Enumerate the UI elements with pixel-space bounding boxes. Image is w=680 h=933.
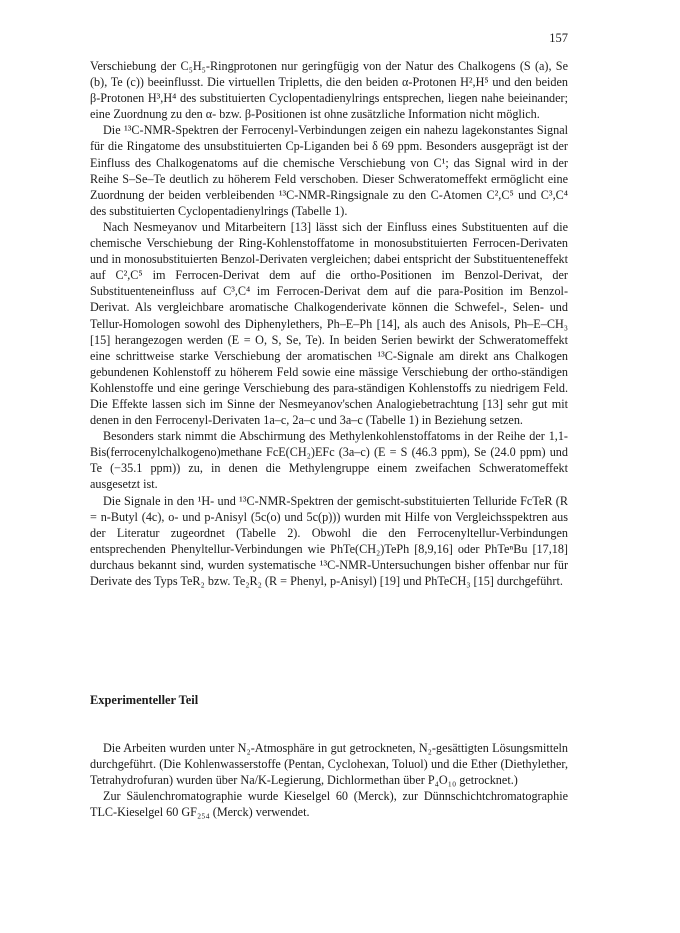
experimental-paragraph-2: Zur Säulenchromatographie wurde Kieselgel 60 (Merck), zur Dünnschichtchromatographie TLC-Kieselgel 60 GF₂₅₄ (Merck) verwendet.	[90, 789, 568, 820]
paragraph-4: Besonders stark nimmt die Abschirmung des Methylenkohlenstoffatoms in der Reihe der 1,1-Bis(ferrocenylchalkogeno)methane FcE(CH₂)EFc (3a–c) (E = S (46.3 ppm), Se (24.0 ppm) und Te (−35.1 ppm)) zu, in denen die Methylengruppe einem zweifachen Schweratomeffekt ausgesetzt ist.	[90, 429, 568, 492]
section-heading: Experimenteller Teil	[90, 693, 199, 707]
experimental-text	[90, 740, 568, 820]
page-number: 157	[549, 31, 568, 45]
experimental-paragraph-1: Die Arbeiten wurden unter N₂-Atmosphäre in gut getrockneten, N₂-gesättigten Lösungsmitteln durchgeführt. (Die Kohlenwasserstoffe (Pentan, Cyclohexan, Toluol) und die Ether (Diethylether, Tetrahydrofuran) wurden über Na/K-Legierung, Dichlormethan über P₄O₁₀ getrocknet.)	[90, 741, 568, 788]
paragraph-2: Die ¹³C-NMR-Spektren der Ferrocenyl-Verbindungen zeigen ein nahezu lagekonstantes Signal für die Ringatome des unsubstituierten Cp-Liganden bei δ 69 ppm. Besonders ausgeprägt ist der Einfluss des Chalkogenatoms auf die chemische Verschiebung von C¹; das Signal wird in der Reihe S–Se–Te deutlich zu höherem Feld verschoben. Dieser Schweratomeffekt ermöglicht eine Zuordnung der beiden verbleibenden ¹³C-NMR-Ringsignale zu den C-Atomen C²,C⁵ und C³,C⁴ des substituierten Cyclopentadienylrings (Tabelle 1).	[90, 123, 568, 218]
paragraph-3: Nach Nesmeyanov und Mitarbeitern [13] lässt sich der Einfluss eines Substituenten auf die chemische Verschiebung der Ring-Kohlenstoffatome in monosubstituierten Ferrocen-Derivaten und in monosubstituierten Benzol-Derivaten vergleichen; dabei entspricht der Substituenteneffekt auf C²,C⁵ im Ferrocen-Derivat dem auf die ortho-Positionen im Benzol-Derivat, der Substituenteneinfluss auf C³,C⁴ im Ferrocen-Derivat dem auf die para-Position im Benzol-Derivat. Als vergleichbare aromatische Chalkogenderivate können die Schwefel-, Selen- und Tellur-Homologen sowohl des Diphenylethers, Ph–E–Ph [14], als auch des Anisols, Ph–E–CH₃ [15] herangezogen werden (E = O, S, Se, Te). In beiden Serien bewirkt der Schweratomeffekt eine schrittweise starke Verschiebung der aromatischen ¹³C-Signale am direkt ans Chalkogen gebundenen Kohlenstoff zu höherem Feld sowie eine mässige Verschiebung der ortho-ständigen Kohlenstoffe und eine geringe Verschiebung des para-ständigen Kohlenstoffs zu niedrigem Feld. Die Effekte lassen sich im Sinne der Nesmeyanov'schen Analogiebetrachtung [13] sehr gut mit denen in den Ferrocenyl-Derivaten 1a–c, 2a–c und 3a–c (Tabelle 1) in Beziehung setzen.	[90, 219, 568, 428]
paragraph-5: Die Signale in den ¹H- und ¹³C-NMR-Spektren der gemischt-substituierten Telluride FcTeR (R = n-Butyl (4c), o- und p-Anisyl (5c(o) und 5c(p))) wurden mit Hilfe von Vergleichsspektren aus der Literatur zugeordnet (Tabelle 2). Obwohl die den Ferrocenyltellur-Verbindungen entsprechenden Phenyltellur-Verbindungen wie PhTe(CH₂)TePh [8,9,16] oder PhTeⁿBu [17,18] durchaus bekannt sind, wurden systematische ¹³C-NMR-Untersuchungen bisher offenbar nur für Derivate des Typs TeR₂ bzw. Te₂R₂ (R = Phenyl, p-Anisyl) [19] und PhTeCH₃ [15] durchgeführt.	[90, 493, 568, 588]
paragraph-1: Verschiebung der C₅H₅-Ringprotonen nur geringfügig von der Natur des Chalkogens (S (a), Se (b), Te (c)) beeinflusst. Die virtuellen Tripletts, die den beiden α-Protonen H²,H⁵ und den beiden β-Protonen H³,H⁴ des substituierten Cyclopentadienylrings entsprechen, liegen nahe beieinander; eine Zuordnung zu den α- bzw. β-Positionen ist ohne zusätzliche Information nicht möglich.	[90, 59, 568, 122]
body-text	[90, 58, 568, 589]
